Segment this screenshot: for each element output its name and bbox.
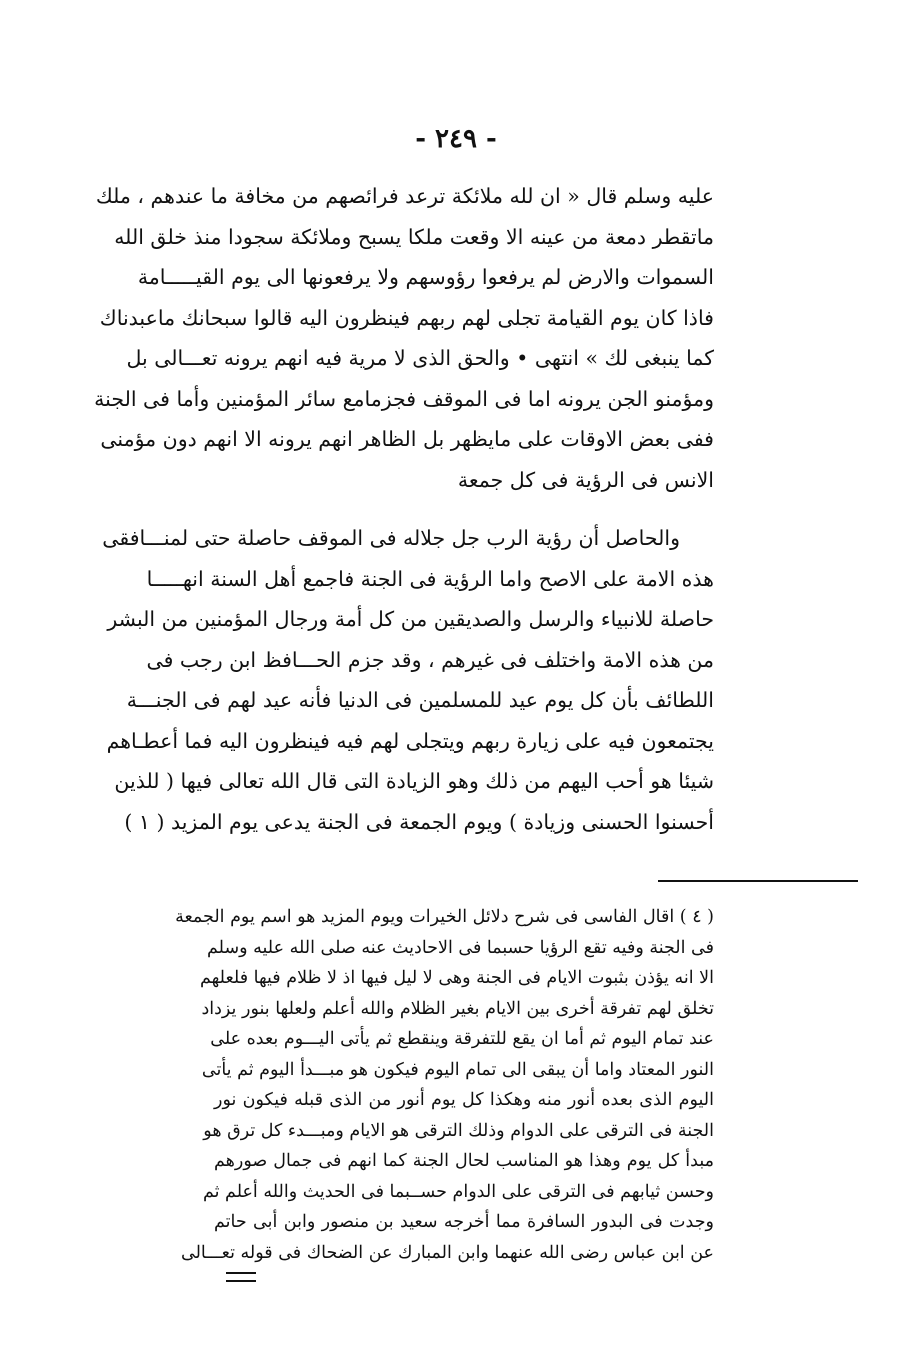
text-line: ففى بعض الاوقات على مايظهر بل الظاهر انهم يرونه الا انهم دون مؤمنى	[100, 427, 714, 451]
text-line: يجتمعون فيه على زيارة ربهم ويتجلى لهم فيه فينظرون اليه فما أعطـاهم	[106, 728, 714, 753]
text-line: ومؤمنو الجن يرونه اما فى الموقف فجزمامع سائر المؤمنين وأما فى الجنة	[94, 386, 714, 411]
footnote-line: الا انه يؤذن بثبوت الايام فى الجنة وهى لا ليل فيها اذ لا ظلام فيها فلعلهم	[199, 968, 714, 988]
footnote-line: الجنة فى الترقى على الدوام وذلك الترقى هو الايام ومبـــدء كل ترق هو	[203, 1120, 714, 1141]
text-line: اللطائف بأن كل يوم عيد للمسلمين فى الدنيا فأنه عيد لهم فى الجنـــة	[126, 688, 714, 712]
text-line: من هذه الامة واختلف فى غيرهم ، وقد جزم الحـــافظ ابن رجب فى	[146, 647, 714, 672]
text-line: والحاصل أن رؤية الرب جل جلاله فى الموقف حاصلة حتى لمنـــافقى	[102, 526, 680, 550]
text-line: حاصلة للانبياء والرسل والصديقين من كل أمة ورجال المؤمنين من البشر	[107, 607, 714, 631]
paragraph-1	[94, 176, 714, 500]
footnote-line: ( ٤ ) اقال الفاسى فى شرح دلائل الخيرات ويوم المزيد هو اسم يوم الجمعة	[175, 907, 714, 927]
text-line: هذه الامة على الاصح واما الرؤية فى الجنة فاجمع أهل السنة انهـــــا	[146, 566, 714, 591]
footnote-separator	[658, 880, 858, 882]
paragraph-gap	[214, 500, 714, 518]
text-line: ماتقطر دمعة من عينه الا وقعت ملكا يسبح وملائكة سجودا منذ خلق الله	[114, 224, 714, 249]
text-line: السموات والارض لم يرفعوا رؤوسهم ولا يرفعونها الى يوم القيـــــامة	[137, 265, 714, 289]
footnote	[175, 902, 714, 1268]
footnote-line: اليوم الذى بعده أنور منه وهكذا كل يوم أنور من الذى قبله فيكون نور	[214, 1090, 714, 1110]
footnote-line: وجدت فى البدور السافرة مما أخرجه سعيد بن منصور وابن أبى حاتم	[214, 1212, 714, 1232]
page-number: - ٢٤٩ -	[415, 124, 497, 154]
footnote-line: وحسن ثيابهم فى الترقى على الدوام حســبما فى الحديث والله أعلم ثم	[202, 1181, 714, 1202]
footnote-line: مبدأ كل يوم وهذا هو المناسب لحال الجنة كما انهم فى جمال صورهم	[214, 1151, 714, 1171]
text-line: عليه وسلم قال « ان لله ملائكة ترعد فرائصهم من مخافة ما عندهم ، ملك	[95, 184, 714, 208]
footnote-line: فى الجنة وفيه تقع الرؤيا حسبما فى الاحاديث عنه صلى الله عليه وسلم	[207, 937, 714, 958]
continuation-mark	[226, 1272, 256, 1282]
text-line: فاذا كان يوم القيامة تجلى لهم ربهم فينظرون اليه قالوا سبحانك ماعبدناك	[99, 305, 714, 330]
footnote-line: تخلق لهم تفرقة أخرى بين الايام بغير الظلام والله أعلم ولعلها بنور يزداد	[201, 998, 714, 1019]
paragraph-2	[102, 518, 714, 842]
footnote-line: عند تمام اليوم ثم أما ان يقع للتفرقة وينقطع ثم يأتى اليـــوم بعده على	[210, 1029, 714, 1049]
footnote-line: عن ابن عباس رضى الله عنهما وابن المبارك عن الضحاك فى قوله تعـــالى	[181, 1242, 714, 1263]
main-text	[94, 176, 714, 842]
footnote-line: النور المعتاد واما أن يبقى الى تمام اليوم فيكون هو مبـــدأ اليوم ثم يأتى	[201, 1059, 714, 1080]
text-line: الانس فى الرؤية فى كل جمعة	[457, 467, 714, 492]
text-line: أحسنوا الحسنى وزيادة ) ويوم الجمعة فى الجنة يدعى يوم المزيد ( ١ )	[124, 809, 714, 834]
text-line: شيئا هو أحب اليهم من ذلك وهو الزيادة التى قال الله تعالى فيها ( للذين	[114, 769, 714, 793]
text-line: كما ينبغى لك » انتهى • والحق الذى لا مرية فيه انهم يرونه تعـــالى بل	[126, 346, 714, 370]
